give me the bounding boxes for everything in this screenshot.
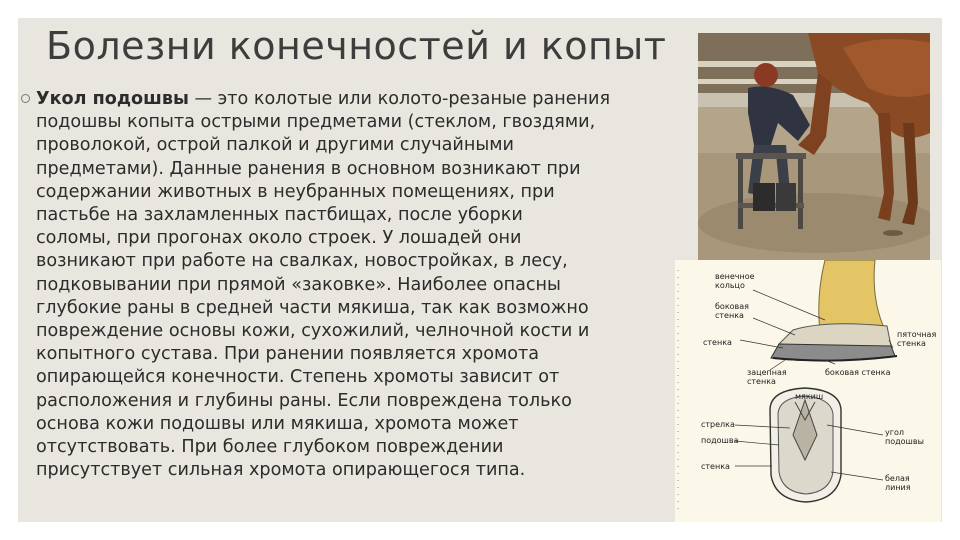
label-belaya-liniya: белая линия <box>885 474 911 492</box>
text-line: подковывании при прямой «заковке». Наиболее опасны <box>36 274 561 295</box>
text-line: проволокой, острой палкой и другими случайными <box>36 135 514 156</box>
slide-title: Болезни конечностей и копыт <box>46 24 667 68</box>
label-myakish: мякиш <box>795 392 824 401</box>
text-line: копытного сустава. При ранении появляется хромота <box>36 344 540 365</box>
text-line: основа кожи подошвы или мякиша, хромота может <box>36 413 519 434</box>
text-line: опирающейся конечности. Степень хромоты зависит от <box>36 367 560 388</box>
label-strelka: стрелка <box>701 420 735 429</box>
text-line: содержании животных в неубранных помещениях, при <box>36 181 555 202</box>
label-bokovaya-stenka-top: боковая стенка <box>715 302 749 320</box>
bullet-term: Укол подошвы <box>36 89 189 109</box>
text-line-segment: — это колотые или колото-резаные ранения <box>188 89 611 109</box>
text-line: отсутствовать. При более глубоком повреждении <box>36 437 504 458</box>
bullet-text <box>36 88 648 482</box>
text-line: расположения и глубины раны. Если повреждена только <box>36 390 572 411</box>
text-line: присутствует сильная хромота опирающегося типа. <box>36 460 526 481</box>
text-line: предметами). Данные ранения в основном возникают при <box>36 158 581 179</box>
label-podoshva: подошва <box>701 436 739 445</box>
farrier-photo-image <box>698 33 930 265</box>
label-venechnoe-koltso: венечное кольцо <box>715 272 755 290</box>
text-line: пастьбе на захламленных пастбищах, после уборки <box>36 205 523 226</box>
bullet-marker <box>21 94 30 103</box>
text-line: глубокие раны в средней части мякиша, так как возможно <box>36 297 589 318</box>
text-line <box>36 88 648 111</box>
label-stenka-bottom: стенка <box>701 462 730 471</box>
slide <box>18 18 942 522</box>
hoof-diagram <box>675 260 941 522</box>
label-stenka-left: стенка <box>703 338 732 347</box>
farrier-photo <box>698 33 930 265</box>
text-line: повреждение основы кожи, сухожилий, челночной кости и <box>36 321 590 342</box>
label-ugol-podoshvy: угол подошвы <box>885 428 924 446</box>
label-pyatochnaya-stenka: пяточная стенка <box>897 330 937 348</box>
text-line: возникают при работе на свалках, новостройках, в лесу, <box>36 251 568 272</box>
label-zatsepnaya-stenka: зацепная стенка <box>747 368 787 386</box>
label-bokovaya-stenka-mid: боковая стенка <box>825 368 891 377</box>
text-line: соломы, при прогонах около строек. У лошадей они <box>36 228 522 249</box>
text-line: подошвы копыта острыми предметами (стеклом, гвоздями, <box>36 112 596 133</box>
